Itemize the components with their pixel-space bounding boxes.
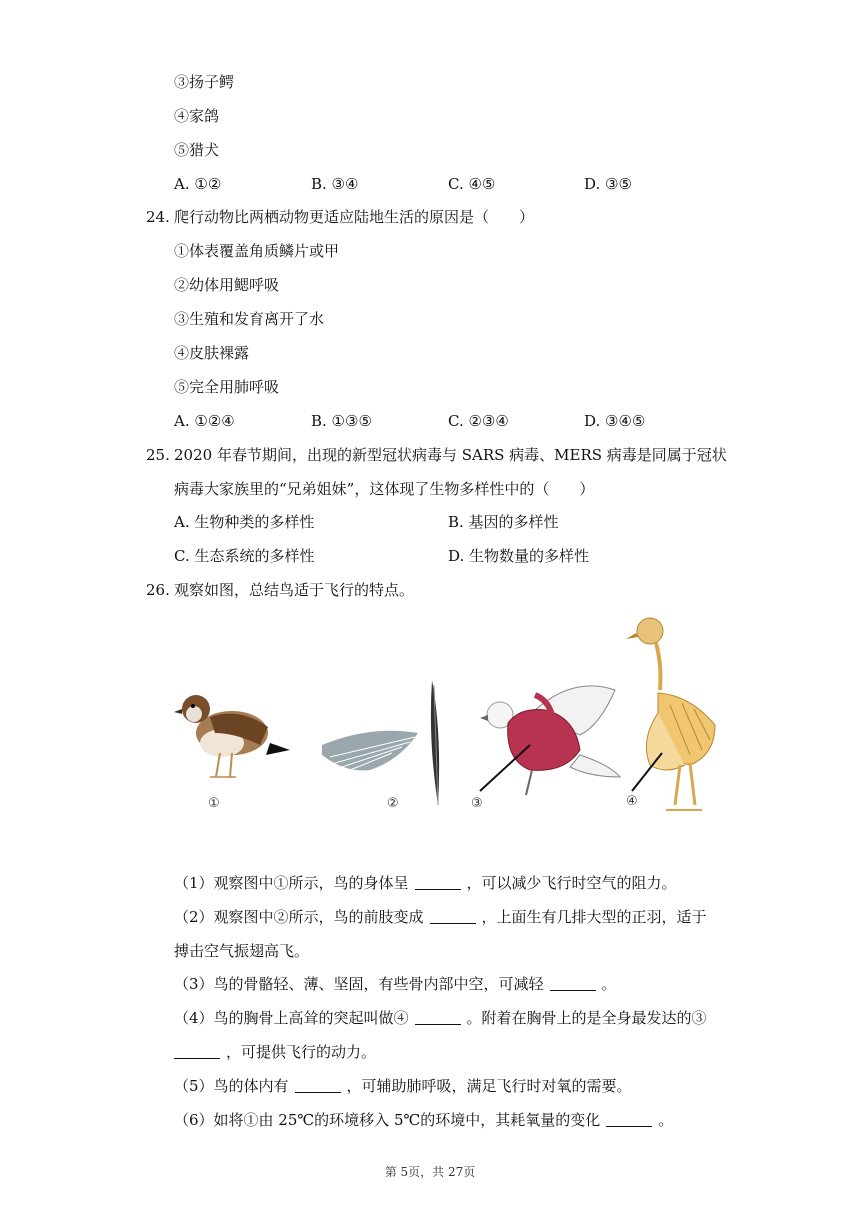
answer-blank[interactable] <box>430 909 476 924</box>
sub-question-4 <box>174 1008 707 1028</box>
option-b: B. 基因的多样性 <box>448 513 559 531</box>
option-a: A. ①②④ <box>174 412 235 430</box>
answer-blank[interactable] <box>174 1044 220 1059</box>
text: ，可提供飞行的动力。 <box>226 1043 377 1061</box>
option-c: C. ②③④ <box>448 412 509 430</box>
feather-image <box>431 680 439 805</box>
answer-blank[interactable] <box>415 875 461 890</box>
question-number: 26. <box>146 581 170 599</box>
text: 。附着在胸骨上的是全身最发达的③ <box>466 1009 707 1027</box>
text: （5）鸟的体内有 <box>174 1077 289 1095</box>
answer-blank[interactable] <box>295 1078 341 1093</box>
text: （4）鸟的胸骨上高耸的突起叫做④ <box>174 1009 409 1027</box>
option-a: A. 生物种类的多样性 <box>174 513 315 531</box>
sub-question-1 <box>174 873 677 893</box>
question-number: 24. <box>146 208 170 226</box>
item-line: ⑤猎犬 <box>174 141 220 159</box>
text: （1）观察图中①所示，鸟的身体呈 <box>174 874 409 892</box>
sparrow-image <box>174 695 290 777</box>
bird-skeleton-image <box>626 618 715 810</box>
sub-question-4-cont <box>174 1042 376 1062</box>
bird-flight-figure <box>170 605 750 830</box>
text: ，可以减少飞行时空气的阻力。 <box>466 874 677 892</box>
bird-figure-svg <box>170 605 750 830</box>
text: ，上面生有几排大型的正羽，适于 <box>481 908 707 926</box>
item-line: ③扬子鳄 <box>174 73 235 91</box>
question-stem: 爬行动物比两栖动物更适应陆地生活的原因是（ ） <box>174 208 535 226</box>
answer-blank[interactable] <box>606 1112 652 1127</box>
answer-blank[interactable] <box>415 1010 461 1025</box>
item-line: ①体表覆盖角质鳞片或甲 <box>174 242 340 260</box>
page-footer: 第 5页，共 27页 <box>384 1165 476 1179</box>
text: （3）鸟的骨骼轻、薄、坚固，有些骨内部中空，可减轻 <box>174 975 544 993</box>
question-stem: 2020 年春节期间，出现的新型冠状病毒与 SARS 病毒、MERS 病毒是同属于冠状 <box>174 446 727 464</box>
text: （2）观察图中②所示，鸟的前肢变成 <box>174 908 424 926</box>
option-d: D. ③④⑤ <box>584 412 646 430</box>
label-2: ② <box>387 796 399 811</box>
item-line: ③生殖和发育离开了水 <box>174 310 325 328</box>
option-c: C. ④⑤ <box>448 175 496 193</box>
item-line: ⑤完全用肺呼吸 <box>174 378 280 396</box>
label-3: ③ <box>471 796 483 811</box>
sub-question-5 <box>174 1076 632 1096</box>
question-number: 25. <box>146 446 170 464</box>
item-line: ④家鸽 <box>174 107 220 125</box>
option-b: B. ①③⑤ <box>311 412 372 430</box>
sub-question-6 <box>174 1110 673 1130</box>
item-line: ④皮肤裸露 <box>174 344 250 362</box>
option-d: D. 生物数量的多样性 <box>448 547 590 565</box>
wing-image <box>322 731 418 771</box>
question-stem: 观察如图，总结鸟适于飞行的特点。 <box>174 581 415 599</box>
label-1: ① <box>208 796 220 811</box>
sub-question-2-cont: 搏击空气振翅高飞。 <box>174 942 310 960</box>
option-c: C. 生态系统的多样性 <box>174 547 315 565</box>
text: ，可辅助肺呼吸，满足飞行时对氧的需要。 <box>346 1077 632 1095</box>
option-b: B. ③④ <box>311 175 359 193</box>
sub-question-3 <box>174 974 617 994</box>
option-d: D. ③⑤ <box>584 175 632 193</box>
label-4: ④ <box>626 794 638 809</box>
pigeon-muscle-image <box>480 686 620 795</box>
question-stem: 病毒大家族里的“兄弟姐妹”，这体现了生物多样性中的（ ） <box>174 480 595 498</box>
text: 。 <box>658 1111 674 1129</box>
sub-question-2 <box>174 907 707 927</box>
item-line: ②幼体用鳃呼吸 <box>174 276 280 294</box>
text: （6）如将①由 25℃的环境移入 5℃的环境中，其耗氧量的变化 <box>174 1111 601 1129</box>
answer-blank[interactable] <box>550 976 596 991</box>
text: 。 <box>601 975 617 993</box>
option-a: A. ①② <box>174 175 222 193</box>
